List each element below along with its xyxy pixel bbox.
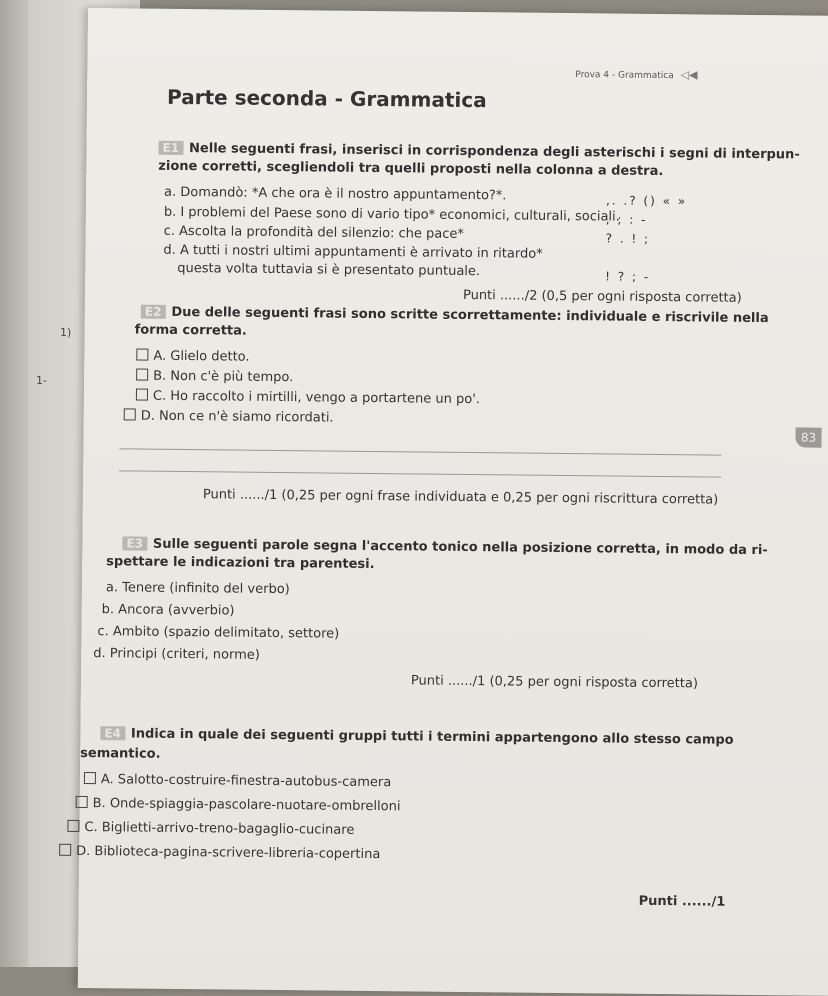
e2-checkbox-d[interactable] <box>124 408 136 420</box>
e1-punct-a: ,. .? () « » <box>605 193 688 209</box>
e4-option-d[interactable] <box>59 844 380 862</box>
e4-option-c[interactable] <box>67 820 354 838</box>
e4-question-text: Indica in quale dei seguenti gruppi tutti i termini appartengono allo stesso campo <box>130 726 734 748</box>
e3-item-b: b. Ancora (avverbio) <box>101 602 235 619</box>
e1-punct-b: , ; : - <box>605 212 648 227</box>
e1-item-c: c. Ascolta la profondità del silenzio: che pace* <box>163 223 465 242</box>
e2-option-c[interactable] <box>136 389 480 408</box>
e1-item-d: d. A tutti i nostri ultimi appuntamenti è arrivato in ritardo* <box>163 242 543 262</box>
e4-option-b-label: B. Onde-spiaggia-pascolare-nuotare-ombrelloni <box>92 796 401 815</box>
e1-item-b: b. I problemi del Paese sono di vario tipo* economici, culturali, sociali. <box>163 204 620 225</box>
e1-badge: E1 <box>158 141 183 155</box>
e4-badge: E4 <box>100 726 125 740</box>
arrows-icon: ◁◀ <box>680 68 698 82</box>
e2-answer-line-2[interactable] <box>119 470 721 477</box>
e4-option-b[interactable] <box>76 796 401 814</box>
e4-checkbox-b[interactable] <box>76 796 88 808</box>
e1-question-text: Nelle seguenti frasi, inserisci in corrispondenza degli asterischi i segni di interpun- <box>189 141 800 163</box>
e2-option-b-label: B. Non c'è più tempo. <box>153 368 294 386</box>
page-number: 83 <box>795 427 821 447</box>
e4-checkbox-d[interactable] <box>59 844 71 856</box>
e2-answer-line-1[interactable] <box>119 448 721 455</box>
worksheet-page <box>78 8 828 996</box>
e1-punct-d: ! ? ; - <box>605 269 651 284</box>
e4-checkbox-a[interactable] <box>84 772 96 784</box>
e2-option-a[interactable] <box>136 349 249 365</box>
e2-option-c-label: C. Ho raccolto i mirtilli, vengo a portartene un po'. <box>152 388 481 408</box>
e2-score: Punti ....../1 (0,25 per ogni frase individuata e 0,25 per ogni riscrittura corretta) <box>202 487 719 508</box>
e2-option-d[interactable] <box>124 408 334 425</box>
e1-item-d-cont: questa volta tuttavia si è presentato puntuale. <box>177 260 481 280</box>
e4-score: Punti ....../1 <box>638 893 726 910</box>
e3-score: Punti ....../1 (0,25 per ogni risposta corretta) <box>410 673 699 692</box>
e2-question-text: Due delle seguenti frasi sono scritte scorrettamente: individuale e riscrivile nella <box>171 304 769 327</box>
e3-item-d: d. Principi (criteri, norme) <box>93 646 260 663</box>
e4-question-line2: semantico. <box>80 745 161 762</box>
header-tag-text: Prova 4 - Grammatica <box>575 70 674 82</box>
e2-checkbox-c[interactable] <box>136 389 148 401</box>
header-tag <box>575 67 697 81</box>
e3-question-line2: spettare le indicazioni tra parentesi. <box>106 554 375 573</box>
e4-question-line1 <box>100 726 733 748</box>
e1-punct-c: ? . ! ; <box>605 231 651 246</box>
e2-checkbox-b[interactable] <box>136 369 148 381</box>
e2-option-a-label: A. Glielo detto. <box>153 348 250 365</box>
background-edge <box>0 0 28 967</box>
e4-checkbox-c[interactable] <box>67 820 79 832</box>
e2-option-b[interactable] <box>136 369 293 386</box>
e2-option-d-label: D. Non ce n'è siamo ricordati. <box>140 408 334 426</box>
margin-mark-2: 1- <box>36 374 47 387</box>
e4-option-c-label: C. Biglietti-arrivo-treno-bagaglio-cucinare <box>84 820 355 838</box>
e2-badge: E2 <box>141 305 166 319</box>
e1-question-line2: zione corretti, scegliendoli tra quelli proposti nella colonna a destra. <box>158 158 664 180</box>
e1-score: Punti ....../2 (0,5 per ogni risposta corretta) <box>462 287 742 306</box>
e4-option-d-label: D. Biblioteca-pagina-scrivere-libreria-copertina <box>76 843 381 863</box>
e2-checkbox-a[interactable] <box>136 349 148 361</box>
e3-question-text: Sulle seguenti parole segna l'accento tonico nella posizione corretta, in modo da ri- <box>152 536 768 559</box>
e2-question-line2: forma corretta. <box>134 322 247 339</box>
e3-item-c: c. Ambito (spazio delimitato, settore) <box>97 624 340 642</box>
section-title: Parte seconda - Grammatica <box>166 84 487 113</box>
margin-mark-1: 1) <box>60 326 72 339</box>
e4-option-a-label: A. Salotto-costruire-finestra-autobus-camera <box>100 772 392 791</box>
e1-item-a: a. Domandò: *A che ora è il nostro appuntamento?*. <box>163 184 507 204</box>
e4-option-a[interactable] <box>84 772 391 790</box>
e3-item-a: a. Tenere (infinito del verbo) <box>105 580 290 598</box>
e3-badge: E3 <box>122 536 147 550</box>
